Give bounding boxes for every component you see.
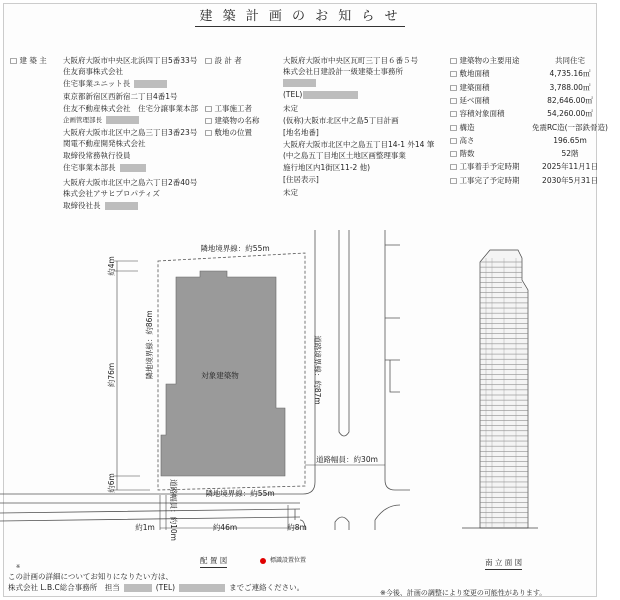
site-plan-caption: 配 置 図 (200, 557, 227, 565)
owner-text: 住友商事株式会社 (63, 67, 123, 76)
redacted-tel (179, 584, 225, 592)
owner-label: □ 建 築 主 (10, 56, 47, 65)
dim-6m: 約6m (107, 473, 116, 493)
south-boundary-label: 隣地境界線：約55m (205, 489, 275, 498)
west-boundary-label: 隣地境界線：約86m (145, 310, 154, 380)
contact-company: 株式会社 L.B.C総合事務所 担当 (8, 583, 120, 592)
tel-label: (TEL) (155, 583, 176, 592)
spec-value: 196.65m (553, 135, 587, 145)
dim-4m: 約4m (107, 256, 116, 276)
building-name-value: (仮称)大阪市北区中之島5丁目計画 (283, 116, 399, 125)
owner-text: 取締役常務執行役員 (63, 151, 131, 160)
redacted-contact (124, 584, 152, 592)
owner-text: 住宅事業ユニット長 (63, 79, 131, 88)
owner-text: 大阪府大阪市北区中之島六丁目2番40号 (63, 178, 198, 187)
spec-label: □ 工事完了予定時期 (450, 175, 520, 185)
designer-company: 株式会社日建設計一級建築士事務所 (283, 67, 403, 76)
contractor-label: □ 工事施工者 (205, 104, 252, 113)
spec-value: 2025年11月1日 (542, 162, 598, 172)
dim-46m: 約46m (212, 523, 238, 532)
dim-8m: 約8m (287, 523, 307, 532)
north-boundary-label: 隣地境界線：約55m (200, 244, 270, 253)
building-name-label: □ 建築物の名称 (205, 116, 260, 125)
owner-text: 東京都新宿区西新宿二丁目4番1号 (63, 92, 178, 101)
owner-text: 関電不動産開発株式会社 (63, 139, 146, 148)
contractor-value: 未定 (283, 104, 298, 113)
south-road-label: 道路幅員：約10m (169, 479, 178, 541)
spec-label: □ 高さ (450, 135, 475, 145)
spec-value: 2030年5月31日 (542, 175, 598, 185)
south-elevation (462, 250, 538, 528)
owner-text: 企画管理部長 (63, 116, 102, 124)
footer-mark: ※ (16, 564, 21, 570)
site-line: (中之島五丁目地区土地区画整理事業 (283, 151, 406, 160)
spec-value: 免震RC造(一部鉄骨造) (532, 122, 608, 132)
spec-label: □ 工事着手予定時期 (450, 162, 520, 172)
owner-text: 株式会社アサヒプロパティズ (63, 189, 160, 198)
east-road-label: 道路幅員：約30m (316, 455, 378, 464)
spec-value: 82,646.00㎡ (547, 95, 593, 105)
spec-label: □ 構造 (450, 122, 475, 132)
owner-text: 大阪府大阪市北区中之島三丁目3番23号 (63, 128, 198, 137)
spec-value: 3,788.00㎡ (549, 82, 591, 92)
spec-label: □ 容積対象面積 (450, 109, 505, 119)
spec-label: □ 敷地面積 (450, 69, 490, 79)
site-line: [住居表示] (283, 175, 319, 184)
change-note: ※今後、計画の調整により変更の可能性があります。 (380, 589, 547, 597)
spec-value: 52階 (561, 149, 579, 159)
legend-label: 標識設置位置 (270, 557, 307, 564)
spec-label: □ 建築面積 (450, 82, 490, 92)
dim-76m: 約76m (107, 362, 116, 388)
east-boundary-label: 道路境界線：約87m (313, 335, 322, 405)
spec-value: 54,260.00㎡ (547, 109, 593, 119)
contact-tail: までご連絡ください。 (229, 583, 305, 592)
sign-location-dot (260, 558, 266, 564)
footer-line1: この計画の詳細についてお知りになりたい方は、 (8, 572, 173, 581)
spec-value: 4,735.16㎡ (549, 69, 591, 79)
spec-label: □ 階数 (450, 149, 475, 159)
designer-address: 大阪府大阪市中央区瓦町三丁目６番５号 (283, 56, 418, 65)
spec-value: 共同住宅 (555, 56, 585, 65)
site-line: [地名地番] (283, 128, 319, 137)
owner-text: 取締役社長 (63, 201, 101, 210)
spec-label: □ 建築物の主要用途 (450, 56, 520, 65)
footer-line2 (8, 584, 304, 592)
spec-label: □ 延べ面積 (450, 95, 490, 105)
road-lines (335, 505, 400, 530)
elevation-caption: 南 立 面 図 (485, 559, 522, 567)
page-title: 建 築 計 画 の お 知 ら せ (0, 10, 600, 23)
road-lines (385, 245, 400, 392)
road-median (339, 230, 349, 436)
dim-1m: 約1m (135, 523, 155, 532)
tel-label: (TEL) (283, 90, 303, 99)
site-label: □ 敷地の位置 (205, 128, 252, 137)
site-line: 大阪府大阪市北区中之島五丁目14-1 外14 筆 (283, 140, 435, 149)
site-line: 未定 (283, 188, 298, 197)
owner-text: 大阪府大阪市中央区北浜四丁目5番33号 (63, 56, 198, 65)
designer-label: □ 設 計 者 (205, 56, 242, 65)
building-label: 対象建築物 (201, 371, 239, 380)
site-line: 施行地区内1街区11-2 他) (283, 163, 371, 172)
owner-text: 住友不動産株式会社 住宅分譲事業本部 (63, 104, 198, 113)
owner-text: 住宅事業本部長 (63, 163, 116, 172)
